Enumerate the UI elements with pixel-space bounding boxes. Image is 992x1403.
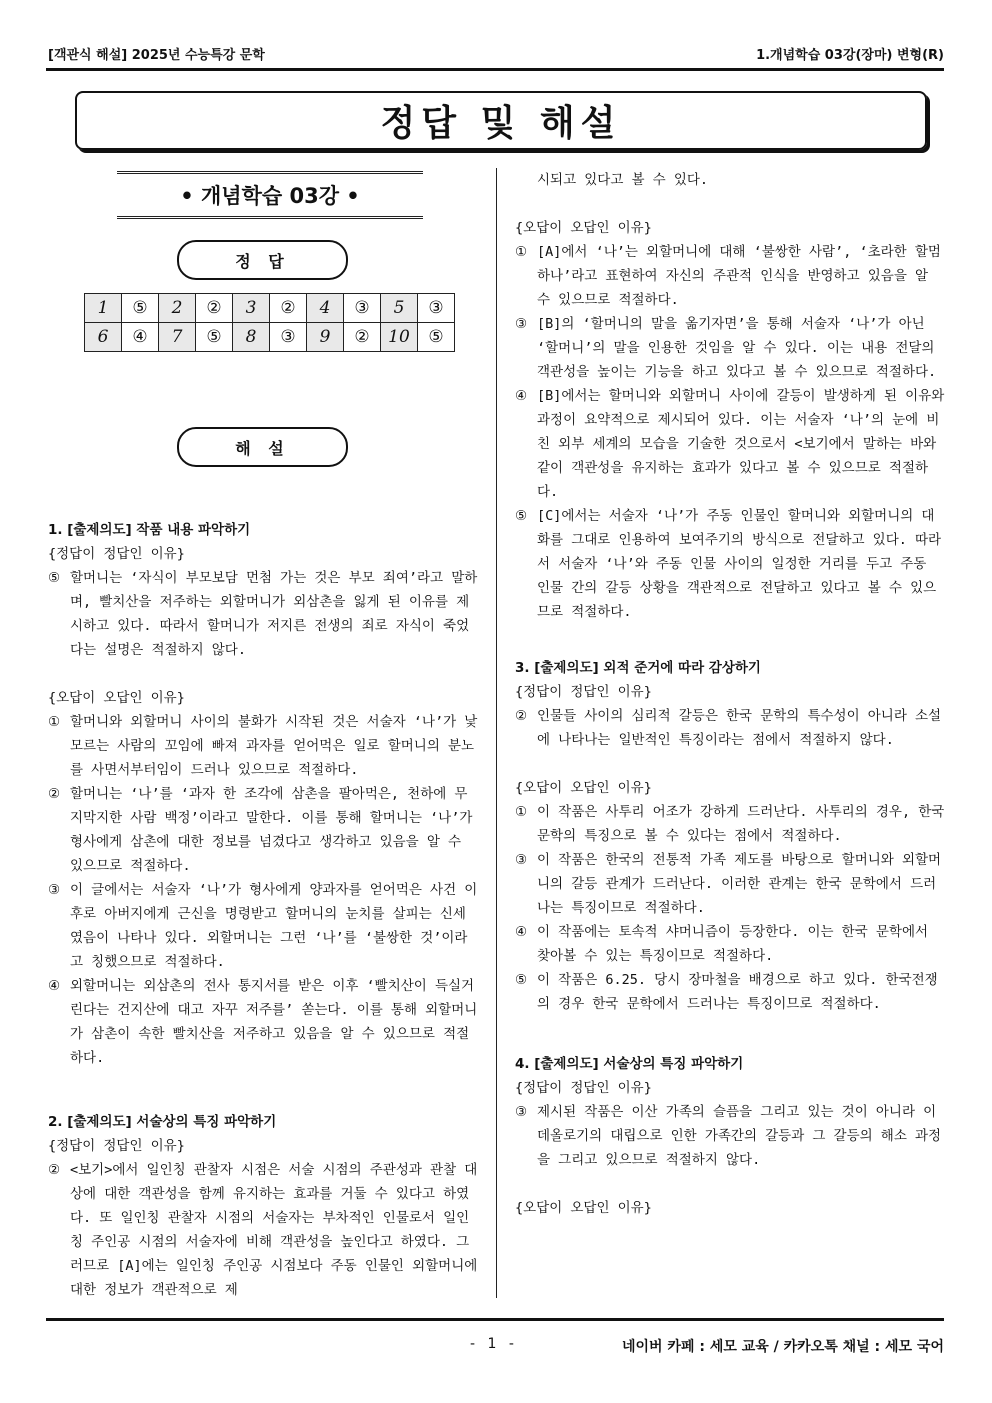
q4-correct-head: {정답이 정답인 이유} (515, 1080, 652, 1096)
q2-correct-item (48, 1158, 478, 1302)
explanation-text: 이 작품은 6.25. 당시 장마철을 배경으로 하고 있다. 한국전쟁의 경우 한국 문학에서 드러나는 특징이므로 적절하다. (537, 972, 938, 1012)
question-number: 9 (307, 323, 344, 352)
choice-marker: ⑤ (515, 972, 528, 988)
page-number: - 1 - (470, 1336, 518, 1352)
question-number: 8 (233, 323, 270, 352)
header-rule (46, 68, 944, 71)
q1-correct-item (48, 566, 478, 662)
answer-choice: ③ (418, 294, 455, 323)
left-column (48, 518, 478, 1302)
q3-wrong-head: {오답이 오답인 이유} (515, 780, 652, 796)
choice-marker: ③ (515, 316, 528, 332)
choice-marker: ⑤ (48, 570, 61, 586)
choice-marker: ① (515, 804, 528, 820)
explanation-text: 이 글에서는 서술자 ‘나’가 형사에게 양과자를 얻어먹은 사건 이후로 아버지에게 근신을 명령받고 할머니의 눈치를 살피는 신세였음이 나타나 있다. 외할머니는 그런 ‘나’를 ‘불쌍한 것’이라고 칭했으므로 적절하다. (70, 882, 478, 970)
q2-wrong-item (515, 384, 945, 504)
answer-choice: ③ (270, 323, 307, 352)
explanation-text: [A]에서 ‘나’는 외할머니에 대해 ‘불쌍한 사람’, ‘초라한 할멈 하나’라고 표현하여 자신의 주관적 인식을 반영하고 있음을 알 수 있으므로 적절하다. (537, 244, 941, 308)
answer-choice: ③ (344, 294, 381, 323)
q1-title: 1. [출제의도] 작품 내용 파악하기 (48, 522, 251, 538)
explanation-text: 이 작품은 한국의 전통적 가족 제도를 바탕으로 할머니와 외할머니의 갈등 관계가 드러난다. 이러한 관계는 한국 문학에서 드러나는 특징이므로 적절하다. (537, 852, 942, 916)
q2-wrong-item (515, 240, 945, 312)
choice-marker: ① (48, 714, 61, 730)
explanation-text: [B]에서는 할머니와 외할머니 사이에 갈등이 발생하게 된 이유와 과정이 요약적으로 제시되어 있다. 이는 서술자 ‘나’의 눈에 비친 외부 세계의 모습을 기술한 것으로서 <보기에서 말하는 바와 같이 객관성을 유지하는 효과가 있다고 볼 수 있으므로 적절하다. (537, 388, 945, 500)
choice-marker: ③ (48, 882, 61, 898)
explanation-text: <보기>에서 일인칭 관찰자 시점은 서술 시점의 주관성과 관찰 대상에 대한 객관성을 함께 유지하는 효과를 거둘 수 있다고 하였다. 또 일인칭 관찰자 시점의 서술자는 부차적인 인물로서 일인칭 주인공 시점의 서술자에 비해 객관성을 높인다고 하였다. 그러므로 [A]에는 일인칭 주인공 시점보다 주동 인물인 외할머니에 대한 정보가 객관적으로 제 (70, 1162, 478, 1298)
explanation-text: [B]의 ‘할머니의 말을 옮기자면’을 통해 서술자 ‘나’가 아닌 ‘할머니’의 말을 인용한 것임을 알 수 있다. 이는 내용 전달의 객관성을 높이는 기능을 하고 있다고 볼 수 있으므로 적절하다. (537, 316, 937, 380)
right-column (515, 168, 945, 1220)
q3-wrong-item (515, 920, 945, 968)
answer-choice: ② (344, 323, 381, 352)
q3-correct-head: {정답이 정답인 이유} (515, 684, 652, 700)
footer-text: 네이버 카페 : 세모 교육 / 카카오톡 채널 : 세모 국어 (621, 1339, 944, 1355)
answer-choice: ⑤ (196, 323, 233, 352)
q2-wrong-head: {오답이 오답인 이유} (515, 220, 652, 236)
q3-wrong-item (515, 968, 945, 1016)
q2-continued-text: 시되고 있다고 볼 수 있다. (537, 172, 709, 188)
lecture-heading: • 개념학습 03강 • (117, 171, 423, 219)
answer-choice: ② (270, 294, 307, 323)
choice-marker: ② (48, 1162, 61, 1178)
question-number: 4 (307, 294, 344, 323)
question-number: 7 (159, 323, 196, 352)
q4-correct-item (515, 1100, 945, 1172)
answer-choice: ② (196, 294, 233, 323)
choice-marker: ③ (515, 1104, 528, 1120)
answer-choice: ⑤ (418, 323, 455, 352)
answer-choice: ④ (122, 323, 159, 352)
q2-title: 2. [출제의도] 서술상의 특징 파악하기 (48, 1114, 277, 1130)
choice-marker: ② (48, 786, 61, 802)
q1-wrong-item (48, 710, 478, 782)
q3-correct-item (515, 704, 945, 752)
question-number: 5 (381, 294, 418, 323)
choice-marker: ④ (48, 978, 61, 994)
explanation-text: 인물들 사이의 심리적 갈등은 한국 문학의 특수성이 아니라 소설에 나타나는 일반적인 특징이라는 점에서 적절하지 않다. (537, 708, 942, 748)
question-number: 1 (85, 294, 122, 323)
header-left: [객관식 해설] 2025년 수능특강 문학 (48, 48, 265, 63)
explanation-text: 할머니와 외할머니 사이의 불화가 시작된 것은 서술자 ‘나’가 낯모르는 사람의 꼬임에 빠져 과자를 얻어먹은 일로 할머니의 분노를 사면서부터임이 드러나 있으므로 적절하다. (70, 714, 478, 778)
explanation-text: 할머니는 ‘자식이 부모보담 먼첨 가는 것은 부모 죄여’라고 말하며, 빨치산을 저주하는 외할머니가 외삼촌을 잃게 된 이유를 제시하고 있다. 따라서 할머니가 저지른 전생의 죄로 자식이 죽었다는 설명은 적절하지 않다. (70, 570, 478, 658)
answer-row (85, 294, 455, 323)
q3-wrong-item (515, 848, 945, 920)
choice-marker: ④ (515, 388, 528, 404)
explanation-text: [C]에서는 서술자 ‘나’가 주동 인물인 할머니와 외할머니의 대화를 그대로 인용하여 보여주기의 방식으로 전달하고 있다. 따라서 서술자 ‘나’와 주동 인물 사이의 일정한 거리를 두고 주동 인물 간의 갈등 상황을 객관적으로 전달하고 있다고 볼 수 있으므로 적절하다. (537, 508, 942, 620)
explanation-label: 해 설 (177, 427, 348, 467)
question-number: 2 (159, 294, 196, 323)
explanation-text: 외할머니는 외삼촌의 전사 통지서를 받은 이후 ‘빨치산이 득실거린다는 건지산에 대고 자꾸 저주를’ 쏟는다. 이를 통해 외할머니가 삼촌이 속한 빨치산을 저주하고 있음을 알 수 있으므로 적절하다. (70, 978, 478, 1066)
answer-key-table (84, 293, 455, 352)
explanation-text: 이 작품은 사투리 어조가 강하게 드러난다. 사투리의 경우, 한국 문학의 특징으로 볼 수 있다는 점에서 적절하다. (537, 804, 945, 844)
q2-correct-head: {정답이 정답인 이유} (48, 1138, 185, 1154)
choice-marker: ④ (515, 924, 528, 940)
q1-wrong-item (48, 974, 478, 1070)
choice-marker: ③ (515, 852, 528, 868)
explanation-text: 제시된 작품은 이산 가족의 슬픔을 그리고 있는 것이 아니라 이데올로기의 대립으로 인한 가족간의 갈등과 그 갈등의 해소 과정을 그리고 있으므로 적절하지 않다. (537, 1104, 942, 1168)
q3-title: 3. [출제의도] 외적 준거에 따라 감상하기 (515, 660, 761, 676)
q4-wrong-head: {오답이 오답인 이유} (515, 1200, 652, 1216)
q2-wrong-item (515, 312, 945, 384)
explanation-text: 할머니는 ‘나’를 ‘과자 한 조각에 삼촌을 팔아먹은, 천하에 무지막지한 사람 백정’이라고 말한다. 이를 통해 할머니는 ‘나’가 형사에게 삼촌에 대한 정보를 넘겼다고 생각하고 있음을 알 수 있으므로 적절하다. (70, 786, 473, 874)
answer-row (85, 323, 455, 352)
title-box (75, 91, 927, 150)
header-right: 1.개념학습 03강(장마) 변형(R) (756, 48, 944, 63)
page-title: 정답 및 해설 (380, 103, 622, 144)
q1-wrong-item (48, 782, 478, 878)
q2-wrong-item (515, 504, 945, 624)
choice-marker: ① (515, 244, 528, 260)
question-number: 10 (381, 323, 418, 352)
column-divider (496, 168, 497, 1298)
explanation-text: 이 작품에는 토속적 샤머니즘이 등장한다. 이는 한국 문학에서 찾아볼 수 있는 특징이므로 적절하다. (537, 924, 929, 964)
q1-wrong-head: {오답이 오답인 이유} (48, 690, 185, 706)
footer-rule (46, 1318, 944, 1321)
q3-wrong-item (515, 800, 945, 848)
q1-wrong-item (48, 878, 478, 974)
answer-label: 정 답 (177, 240, 348, 280)
answer-choice: ⑤ (122, 294, 159, 323)
question-number: 3 (233, 294, 270, 323)
choice-marker: ⑤ (515, 508, 528, 524)
q1-correct-head: {정답이 정답인 이유} (48, 546, 185, 562)
q4-title: 4. [출제의도] 서술상의 특징 파악하기 (515, 1056, 744, 1072)
choice-marker: ② (515, 708, 528, 724)
question-number: 6 (85, 323, 122, 352)
